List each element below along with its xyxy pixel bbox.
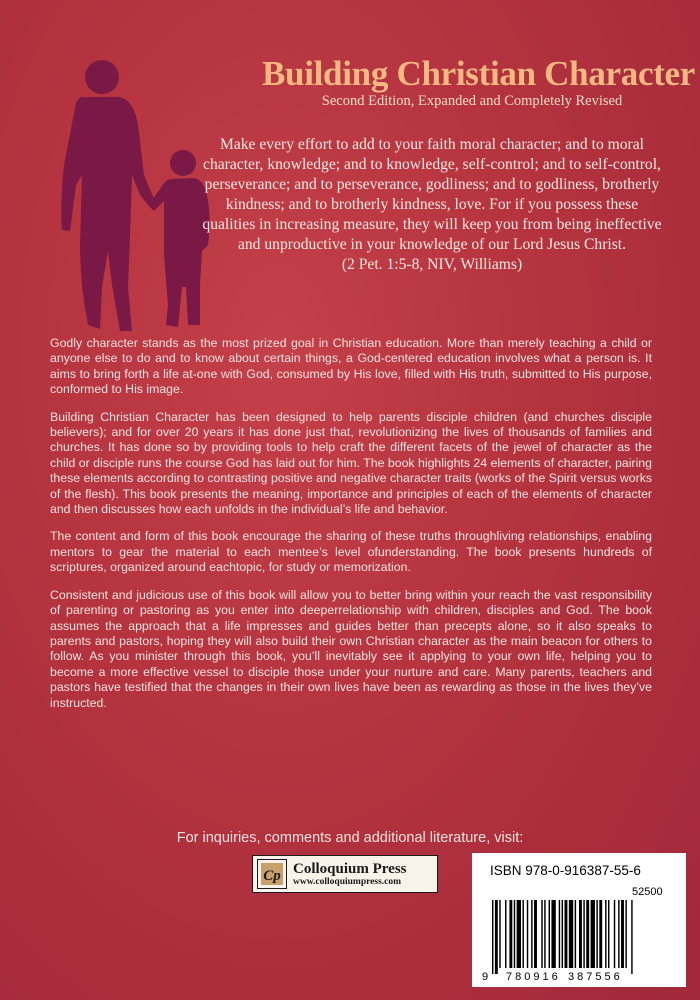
quote-text: Make every effort to add to your faith moral character; and to moral character, knowledge; and to knowledge, self-control; and to self-control, perseverance; and to perseverance, godliness; and to godliness, brotherly kindness; and to brotherly kindness, love. For if you possess these qualities in increasing measure, they will keep you from being ineffective and unproductive in your knowledge of our Lord Jesus Christ. [202,136,662,253]
barcode-bar [618,900,619,968]
barcode-bar [614,900,615,968]
price-code: 52500 [632,886,663,898]
publisher-emblem [257,859,287,889]
barcode-digits-right: 387556 [568,971,623,982]
barcode-bar [625,900,626,968]
barcode-bar [569,900,573,968]
barcode-bar [596,900,597,968]
description-paragraph: The content and form of this book encourage the sharing of these truths throughliving relationships, enabling mentors to gear the material to each mentee’s level ofunderstanding. The book presents hundreds of scriptures, organized around eachtopic, for study or memorization. [50,529,652,575]
barcode-bar [562,900,563,968]
barcode-bar [514,900,515,968]
visit-text: For inquiries, comments and additional literature, visit: [176,830,524,846]
scripture-quote [198,135,666,275]
barcode-bars [492,900,633,974]
barcode-bar [544,900,545,968]
barcode-bar [541,900,542,968]
description-paragraph: Consistent and judicious use of this book will allow you to better bring within your reach the vast responsibility of parenting or pastoring as you enter into deeperrelationship with children, disciples and God. The book assumes the approach that a life impresses and guides better than precepts alone, so it also speaks to parents and pastors, hoping they will also build their own Christian character as the main beacon for others to follow. As you minister through this book, you’ll inevitably see it applying to your own life, helping you to become a more effective vessel to disciple those under your nurture and care. Many parents, teachers and pastors have testified that the changes in their own lives have been as rewarding as those in the lives they’ve instructed. [50,587,652,710]
barcode-bar [608,900,609,968]
isbn-text: ISBN 978-0-916387-55-6 [490,863,641,878]
barcode-digit-first: 9 [482,971,489,982]
barcode-bar [505,900,506,968]
description [50,336,652,723]
barcode-bar [631,900,632,974]
book-title: Building Christian Character [262,54,696,93]
publisher-logo-letters: Cp [263,868,281,884]
barcode-bar [522,900,523,968]
barcode-bar [591,900,595,968]
barcode-bar [583,900,584,968]
barcode-bar [534,900,537,968]
description-paragraph: Godly character stands as the most prized goal in Christian education. More than merely teaching a child or anyone else to do and to know about certain things, a God-centered education involves what a person is. It aims to bring forth a life at-one with God, consumed by His love, filled with His truth, submitted to His purpose, conformed to His image. [50,336,652,397]
barcode-image [480,900,680,982]
barcode-bar [551,900,555,968]
barcode-bar [579,900,582,968]
publisher-url: www.colloquiumpress.com [293,877,402,888]
barcode-panel [472,853,686,987]
barcode-bar [527,900,528,968]
barcode-digits-left: 780916 [506,971,561,982]
barcode-bar [605,900,606,968]
barcode-bar [586,900,589,968]
publisher-name: Colloquium Press [293,860,407,877]
barcode-bar [495,900,498,974]
barcode-bar [499,900,500,968]
barcode-bar [531,900,532,968]
barcode-bar [509,900,512,968]
barcode-bar [575,900,576,968]
barcode-bar [559,900,560,968]
barcode-bar [565,900,568,968]
barcode-bar [517,900,521,968]
book-subtitle: Second Edition, Expanded and Completely Revised [321,93,623,109]
barcode-bar [599,900,602,968]
publisher-logo-box [252,855,438,893]
barcode-bar [492,900,493,974]
quote-reference: (2 Pet. 1:5-8, NIV, Williams) [341,256,523,273]
barcode-bar [549,900,550,968]
description-paragraph: Building Christian Character has been designed to help parents disciple children (and churches disciple believers); and for over 20 years it has done just that, revolutionizing the lives of thousands of families and churches. It has done so by providing tools to help craft the different facets of the jewel of character as the child or disciple runs the course God has laid out for him. The book highlights 24 elements of character, pairing these elements according to contrasting positive and negative character traits (works of the Spirit versus works of the flesh). This book presents the meaning, importance and principles of each of the elements of character and then discusses how each unfolds in the individual’s life and behavior. [50,409,652,517]
barcode-bar [621,900,624,968]
